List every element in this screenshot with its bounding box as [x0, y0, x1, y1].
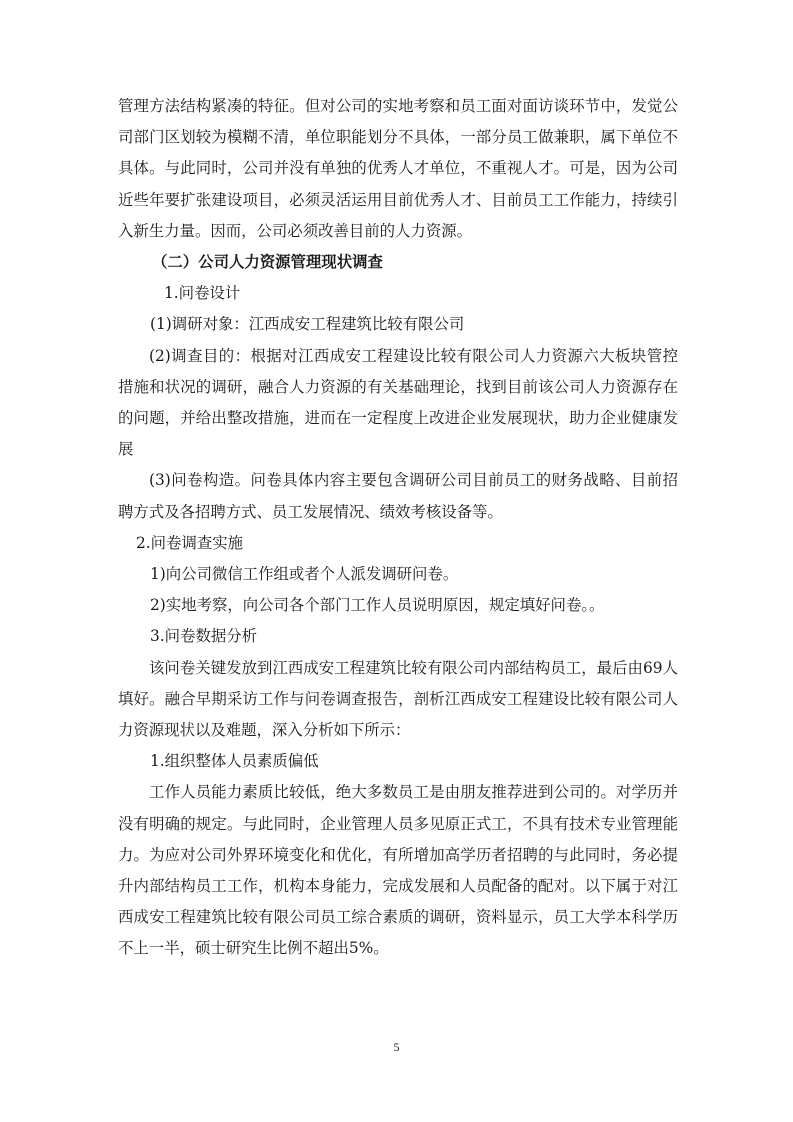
item-research-object: (1)调研对象：江西成安工程建筑比较有限公司	[150, 315, 465, 334]
subheading-data-analysis: 3.问卷数据分析	[150, 627, 258, 646]
page-number: 5	[393, 1040, 400, 1054]
document-body	[118, 91, 678, 965]
paragraph-survey-distribution: 该问卷关键发放到江西成安工程建筑比较有限公司内部结构员工，最后由69人填好。融合早期采访工作与问卷调查报告，剖析江西成安工程建设比较有限公司人力资源现状以及难题，深入分析如下所示：	[118, 658, 678, 740]
item-field-investigation: 2)实地考察，向公司各个部门工作人员说明原因，规定填好问卷。。	[150, 596, 605, 615]
subheading-survey-implementation: 2.问卷调查实施	[136, 533, 244, 552]
subheading-staff-quality: 1.组织整体人员素质偏低	[150, 752, 319, 771]
item-distribute-questionnaire: 1)向公司微信工作组或者个人派发调研问卷。	[150, 565, 459, 584]
paragraph-org-structure: 管理方法结构紧凑的特征。但对公司的实地考察和员工面对面访谈环节中，发觉公司部门区划较为模糊不清，单位职能划分不具体，一部分员工做兼职，属下单位不具体。与此同时，公司并没有单独的优秀人才单位，不重视人才。可是，因为公司近些年要扩张建设项目，必须灵活运用目前优秀人才、目前员工工作能力，持续引入新生力量。因而，公司必须改善目前的人力资源。	[118, 97, 678, 240]
subheading-questionnaire-design: 1.问卷设计	[164, 284, 241, 303]
paragraph-staff-quality: 工作人员能力素质比较低，绝大多数员工是由朋友推荐进到公司的。对学历并没有明确的规定。与此同时，企业管理人员多见原正式工，不具有技术专业管理能力。为应对公司外界环境变化和优化，有所增加高学历者招聘的与此同时，务必提升内部结构员工工作，机构本身能力，完成发展和人员配备的配对。以下属于对江西成安工程建筑比较有限公司员工综合素质的调研，资料显示，员工大学本科学历不上一半，硕士研究生比例不超出5%。	[118, 783, 678, 958]
item-research-purpose: (2)调查目的：根据对江西成安工程建设比较有限公司人力资源六大板块管控措施和状况的调研，融合人力资源的有关基础理论，找到目前该公司人力资源存在的问题，并给出整改措施，进而在一定程度上改进企业发展现状，助力企业健康发展	[118, 346, 678, 459]
section-heading-hr-survey: （二）公司人力资源管理现状调查	[152, 253, 383, 272]
item-questionnaire-structure: (3)问卷构造。问卷具体内容主要包含调研公司目前员工的财务战略、目前招聘方式及各招聘方式、员工发展情况、绩效考核设备等。	[118, 471, 678, 521]
